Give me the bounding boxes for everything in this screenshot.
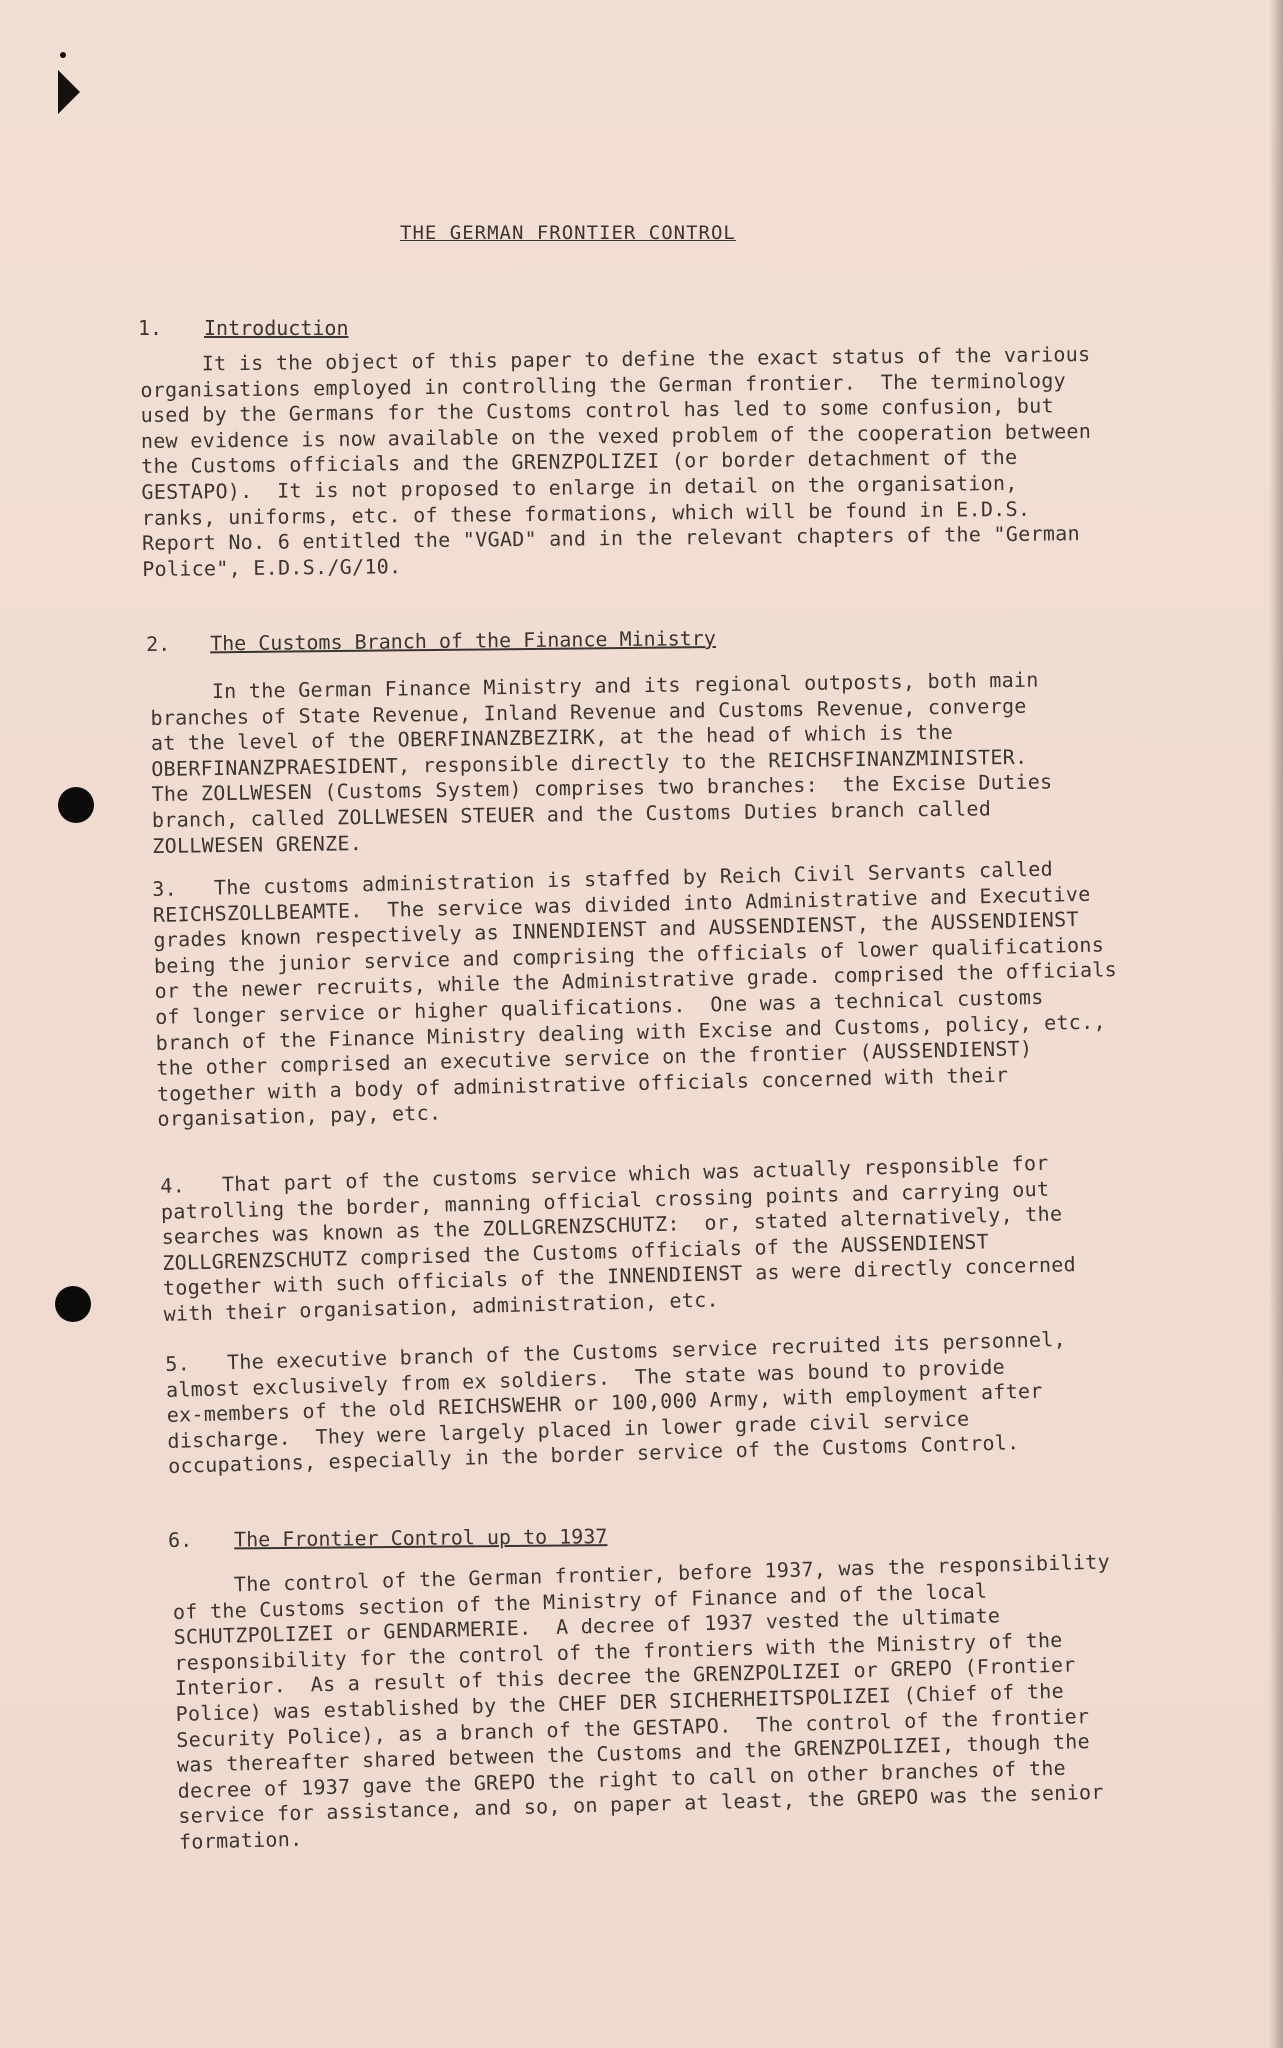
section-1-text: It is the object of this paper to define the exact status of the various organisations employed in controlling the German frontier. The terminology used by the Germans for the Customs control has led to some confusion, but new evidence is now available on the vexed problem of the cooperation between the Customs officials and the GRENZPOLIZEI (or border detachment of the GESTAPO). It is not proposed to enlarge in detail on the organisation, ranks, uniforms, etc. of these formations, which will be found in E.D.S. Report No. 6 entitled the "VGAD" and in the relevant chapters of the "German Police", E.D.S./G/10. (140, 342, 1092, 581)
section-heading-text: The Frontier Control up to 1937 (233, 1524, 608, 1552)
section-4-text: 4. That part of the customs service which was actually responsible for patrolling the border, manning official crossing points and carrying out searches was known as the ZOLLGRENZSCHUTZ: or, stated alternatively, the ZOLLGRENZSCHUTZ comprised the Customs officials of the AUSSENDIENST together with such officials of the INNENDIENST as were directly concerned with their organisation, administration, etc. (160, 1150, 1077, 1326)
section-heading-text: The Customs Branch of the Finance Ministry (209, 626, 716, 656)
section-number: 6. (168, 1527, 193, 1552)
section-1-heading (138, 316, 349, 340)
document-title: THE GERMAN FRONTIER CONTROL (400, 222, 736, 244)
punch-hole-top (58, 787, 94, 823)
corner-dot-mark (60, 52, 66, 58)
corner-arrow-mark (58, 70, 80, 114)
section-2-heading (146, 626, 716, 656)
section-heading-text: Introduction (204, 316, 349, 340)
section-number: 1. (138, 316, 163, 340)
section-5-text: 5. The executive branch of the Customs service recruited its personnel, almost exclusively from ex soldiers. The state was bound to provide ex-members of the old REICHSWEHR or 100,000 Army, with employment after discharge. They were largely placed in lower grade civil service occupations, especially in the border service of the Customs Control. (165, 1326, 1067, 1479)
section-2-text: In the German Finance Ministry and its regional outposts, both main branches of State Revenue, Inland Revenue and Customs Revenue, converge at the level of the OBERFINANZBEZIRK, at the head of which is the OBERFINANZPRAESIDENT, responsible directly to the REICHSFINANZMINISTER. The ZOLLWESEN (Customs System) comprises two branches: the Excise Duties branch, called ZOLLWESEN STEUER and the Customs Duties branch called ZOLLWESEN GRENZE. (150, 667, 1053, 858)
section-6-heading (168, 1524, 607, 1552)
punch-hole-bottom (55, 1286, 91, 1322)
page-edge-shadow (1269, 0, 1283, 2048)
section-6-text: The control of the German frontier, before 1937, was the responsibility of the Customs section of the Ministry of Finance and of the local SCHUTZPOLIZEI or GENDARMERIE. A decree of 1937 vested the ultimate responsibility for the control of the frontiers with the Ministry of the Interior. As a result of this decree the GRENZPOLIZEI or GREPO (Frontier Police) was established by the CHEF DER SICHERHEITSPOLIZEI (Chief of the Security Police), as a branch of the GESTAPO. The control of the frontier was thereafter shared between the Customs and the GRENZPOLIZEI, though the decree of 1937 gave the GREPO the right to call on other branches of the service for assistance, and so, on paper at least, the GREPO was the senior formation. (172, 1549, 1111, 1854)
section-3-text: 3. The customs administration is staffed by Reich Civil Servants called REICHSZOLLBEAMTE. The service was divided into Administrative and Executive grades known respectively as INNENDIENST and AUSSENDIENST, the AUSSENDIENST being the junior service and comprising the officials of lower qualifications or the newer recruits, while the Administrative grade. comprised the officials of longer service or higher qualifications. One was a technical customs branch of the Finance Ministry dealing with Excise and Customs, policy, etc., the other comprised an executive service on the frontier (AUSSENDIENST) together with a body of administrative officials concerned with their organisation, pay, etc. (152, 856, 1118, 1132)
section-number: 2. (146, 631, 171, 656)
